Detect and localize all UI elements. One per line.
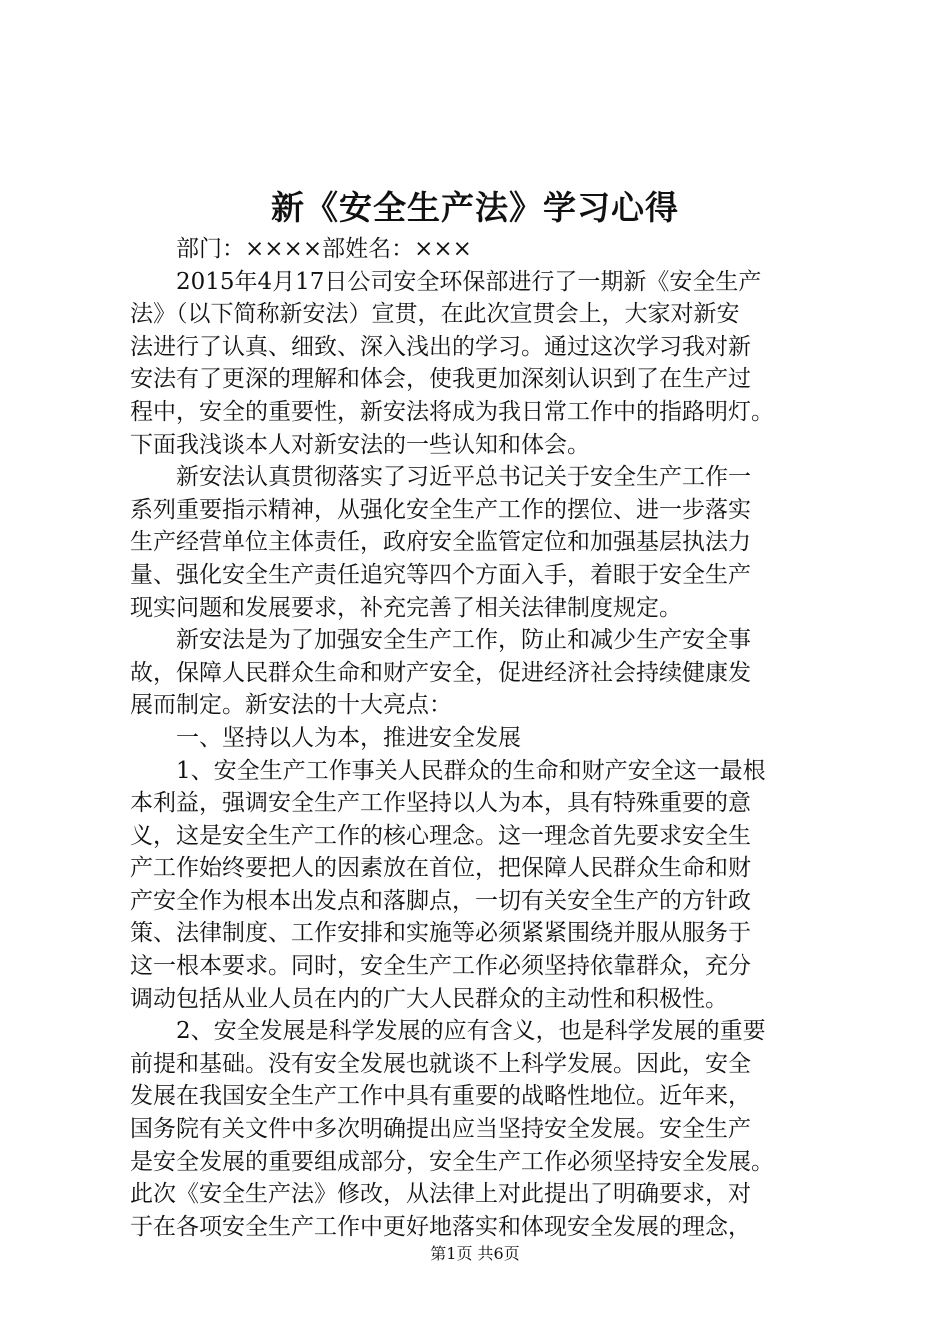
section-heading-1 xyxy=(130,722,830,755)
paragraph-line: 产安全作为根本出发点和落脚点，一切有关安全生产的方针政 xyxy=(130,887,751,914)
meta-line-text: 部门：××××部姓名：××× xyxy=(176,236,472,262)
paragraph-line: 新安法是为了加强安全生产工作，防止和减少生产安全事 xyxy=(176,627,751,654)
paragraph-line: 故，保障人民群众生命和财产安全，促进经济社会持续健康发 xyxy=(130,659,751,686)
paragraph-line: 新安法认真贯彻落实了习近平总书记关于安全生产工作一 xyxy=(176,464,751,491)
paragraph-line: 发展在我国安全生产工作中具有重要的战略性地位。近年来， xyxy=(130,1083,751,1110)
paragraph-line: 本利益，强调安全生产工作坚持以人为本，具有特殊重要的意 xyxy=(130,790,751,817)
meta-line xyxy=(130,233,830,266)
paragraph-line: 产工作始终要把人的因素放在首位，把保障人民群众生命和财 xyxy=(130,855,751,882)
paragraph-line: 1、安全生产工作事关人民群众的生命和财产安全这一最根 xyxy=(176,757,766,784)
document-body xyxy=(130,233,830,1243)
paragraph-line: 2、安全发展是科学发展的应有含义，也是科学发展的重要 xyxy=(176,1018,766,1045)
paragraph-3 xyxy=(130,624,830,722)
paragraph-line: 生产经营单位主体责任，政府安全监管定位和加强基层执法力 xyxy=(130,529,751,556)
paragraph-line: 法》（以下简称新安法）宣贯，在此次宣贯会上，大家对新安 xyxy=(130,301,740,328)
paragraph-2 xyxy=(130,461,830,624)
paragraph-line: 前提和基础。没有安全发展也就谈不上科学发展。因此，安全 xyxy=(130,1050,751,1077)
paragraph-line: 这一根本要求。同时，安全生产工作必须坚持依靠群众，充分 xyxy=(130,953,751,980)
paragraph-line: 于在各项安全生产工作中更好地落实和体现安全发展的理念， xyxy=(130,1213,751,1240)
section-heading-text: 一、坚持以人为本，推进安全发展 xyxy=(176,724,521,751)
paragraph-line: 量、强化安全生产责任追究等四个方面入手，着眼于安全生产 xyxy=(130,561,751,588)
paragraph-line: 下面我浅谈本人对新安法的一些认知和体会。 xyxy=(130,431,590,458)
paragraph-line: 系列重要指示精神，从强化安全生产工作的摆位、进一步落实 xyxy=(130,496,751,523)
paragraph-line: 现实问题和发展要求，补充完善了相关法律制度规定。 xyxy=(130,594,682,621)
page-footer: 第1页 共6页 xyxy=(430,1244,520,1263)
paragraph-line: 国务院有关文件中多次明确提出应当坚持安全发展。安全生产 xyxy=(130,1116,751,1143)
paragraph-line: 此次《安全生产法》修改，从法律上对此提出了明确要求，对 xyxy=(130,1181,751,1208)
paragraph-line: 2015年4月17日公司安全环保部进行了一期新《安全生产 xyxy=(176,268,762,295)
paragraph-line: 程中，安全的重要性，新安法将成为我日常工作中的指路明灯。 xyxy=(130,398,774,425)
paragraph-5 xyxy=(130,755,830,1016)
paragraph-line: 是安全发展的重要组成部分，安全生产工作必须坚持安全发展。 xyxy=(130,1148,774,1175)
paragraph-line: 调动包括从业人员在内的广大人民群众的主动性和积极性。 xyxy=(130,985,728,1012)
paragraph-6 xyxy=(130,1015,830,1243)
paragraph-line: 安法有了更深的理解和体会，使我更加深刻认识到了在生产过 xyxy=(130,366,751,393)
document-title: 新《安全生产法》学习心得 xyxy=(271,188,679,227)
paragraph-line: 展而制定。新安法的十大亮点： xyxy=(130,692,452,719)
paragraph-line: 义，这是安全生产工作的核心理念。这一理念首先要求安全生 xyxy=(130,822,751,849)
paragraph-line: 策、法律制度、工作安排和实施等必须紧紧围绕并服从服务于 xyxy=(130,920,751,947)
paragraph-1 xyxy=(130,266,830,462)
paragraph-line: 法进行了认真、细致、深入浅出的学习。通过这次学习我对新 xyxy=(130,333,751,360)
